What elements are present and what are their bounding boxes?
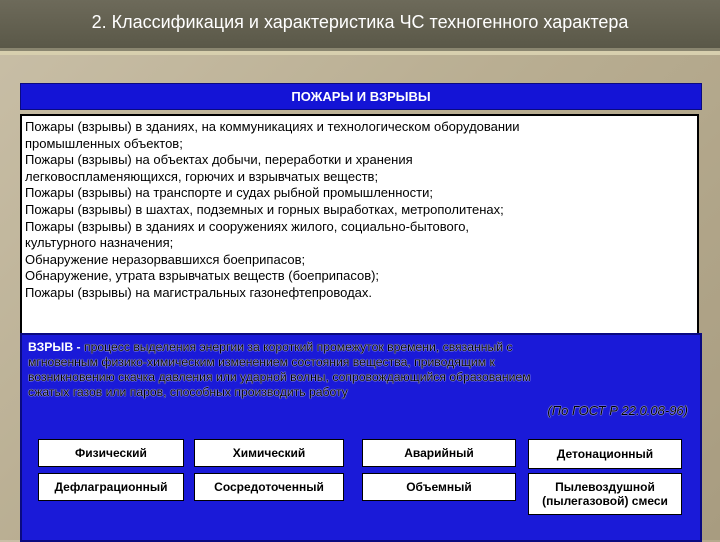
definition-line: мгновенным физико-химическим изменением состояния вещества, приводящим к	[28, 355, 495, 369]
list-line: Пожары (взрывы) на магистральных газонефтепроводах.	[25, 284, 373, 300]
type-chemical: Химический	[194, 439, 344, 467]
list-line: Пожары (взрывы) на объектах добычи, переработки и хранения	[25, 152, 413, 168]
list-line: Обнаружение неразорвавшихся боеприпасов;	[25, 251, 306, 267]
list-line: культурного назначения;	[25, 235, 174, 251]
list-line: Пожары (взрывы) в зданиях и сооружениях жилого, социально-бытового,	[25, 218, 470, 234]
definition-line-1	[28, 340, 700, 355]
type-physical: Физический	[38, 439, 184, 467]
list-line: Пожары (взрывы) на транспорте и судах рыбной промышленности;	[25, 185, 433, 201]
list-line: легковоспламеняющихся, горючих и взрывчатых веществ;	[25, 168, 379, 184]
definition-term: ВЗРЫВ -	[28, 340, 84, 354]
type-detonation: Детонационный	[528, 439, 682, 469]
list-line: Обнаружение, утрата взрывчатых веществ (боеприпасов);	[25, 268, 380, 284]
list-line: Пожары (взрывы) в шахтах, подземных и горных выработках, метрополитенах;	[25, 201, 504, 217]
definition-line: процесс выделения энергии за короткий промежуток времени, связанный с	[83, 340, 513, 354]
list-line: промышленных объектов;	[25, 135, 183, 151]
definition-line: сжатых газов или паров, способных производить работу	[28, 385, 348, 399]
type-deflagration: Дефлаграционный	[38, 473, 184, 501]
type-concentrated: Сосредоточенный	[194, 473, 344, 501]
list-line: Пожары (взрывы) в зданиях, на коммуникациях и технологическом оборудовании	[25, 119, 520, 134]
dust-air-line-1: Пылевоздушной	[555, 480, 655, 494]
type-volumetric: Объемный	[362, 473, 516, 501]
type-dust-air-mixture	[528, 473, 682, 515]
gost-reference: (По ГОСТ Р 22.0.08-96)	[547, 403, 688, 418]
definition-line: возникновению скачка давления или ударной волны, сопровождающийся образованием	[28, 370, 531, 384]
dust-air-line-2: (пылегазовой) смеси	[542, 494, 668, 508]
title-stripe	[0, 51, 720, 55]
definition-box	[20, 333, 702, 542]
type-accidental: Аварийный	[362, 439, 516, 467]
slide-title: 2. Классификация и характеристика ЧС техногенного характера	[91, 12, 629, 32]
fire-explosion-list	[20, 114, 699, 335]
definition-text	[28, 340, 700, 400]
section-header: ПОЖАРЫ И ВЗРЫВЫ	[20, 83, 702, 110]
